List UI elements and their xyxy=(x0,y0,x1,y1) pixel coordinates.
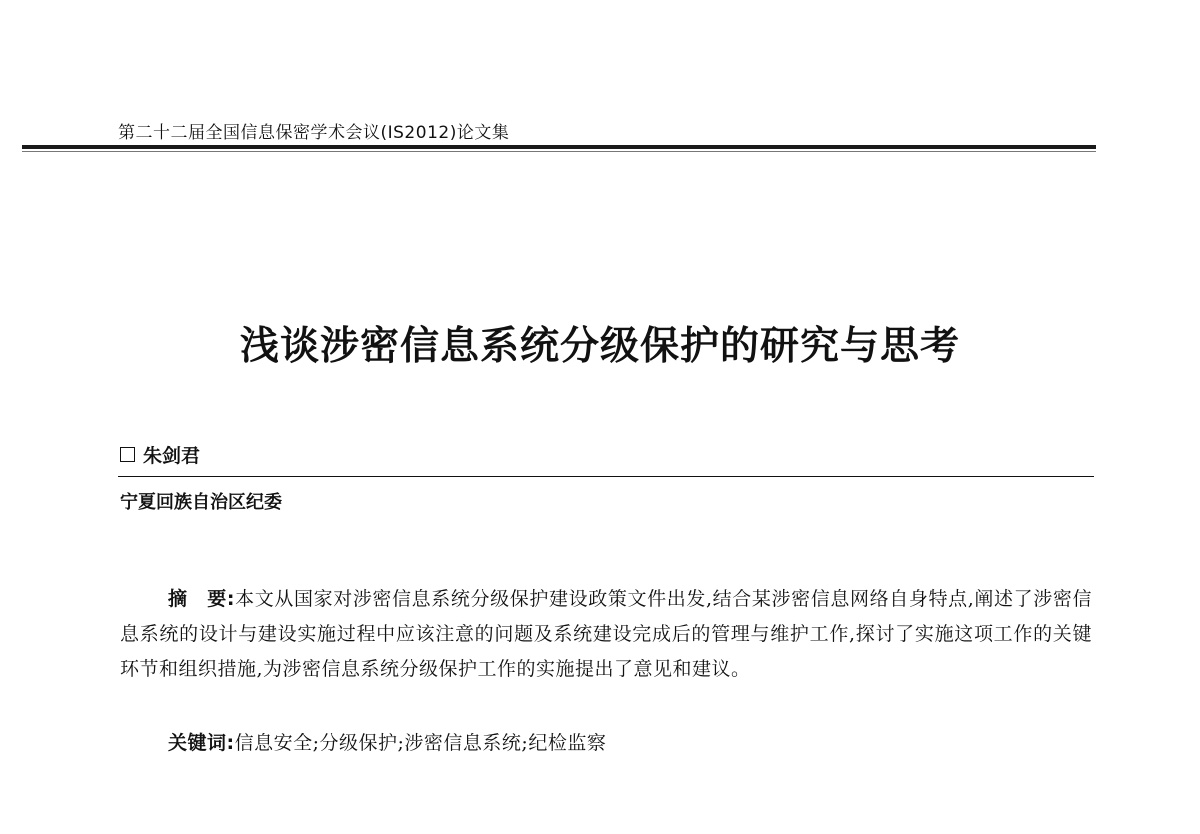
affiliation: 宁夏回族自治区纪委 xyxy=(120,492,282,513)
abstract xyxy=(120,582,1092,687)
header-rule xyxy=(22,145,1096,149)
header-rule-thin xyxy=(22,151,1096,152)
author-name: 朱剑君 xyxy=(143,445,201,467)
paper-title: 浅谈涉密信息系统分级保护的研究与思考 xyxy=(239,323,960,369)
keywords-text: 信息安全;分级保护;涉密信息系统;纪检监察 xyxy=(234,732,607,754)
keywords-label: 关键词: xyxy=(168,732,235,754)
keywords xyxy=(168,728,606,755)
author-rule xyxy=(118,476,1094,477)
abstract-label: 摘 要: xyxy=(168,588,235,610)
author-box-icon xyxy=(120,447,135,462)
running-header: 第二十二届全国信息保密学术会议(IS2012)论文集 xyxy=(118,123,510,143)
author-line xyxy=(120,441,200,468)
abstract-text: 本文从国家对涉密信息系统分级保护建设政策文件出发,结合某涉密信息网络自身特点,阐述了涉密信息系统的设计与建设实施过程中应该注意的问题及系统建设完成后的管理与维护工作,探讨了实施这项工作的关键环节和组织措施,为涉密信息系统分级保护工作的实施提出了意见和建议。 xyxy=(120,588,1092,680)
